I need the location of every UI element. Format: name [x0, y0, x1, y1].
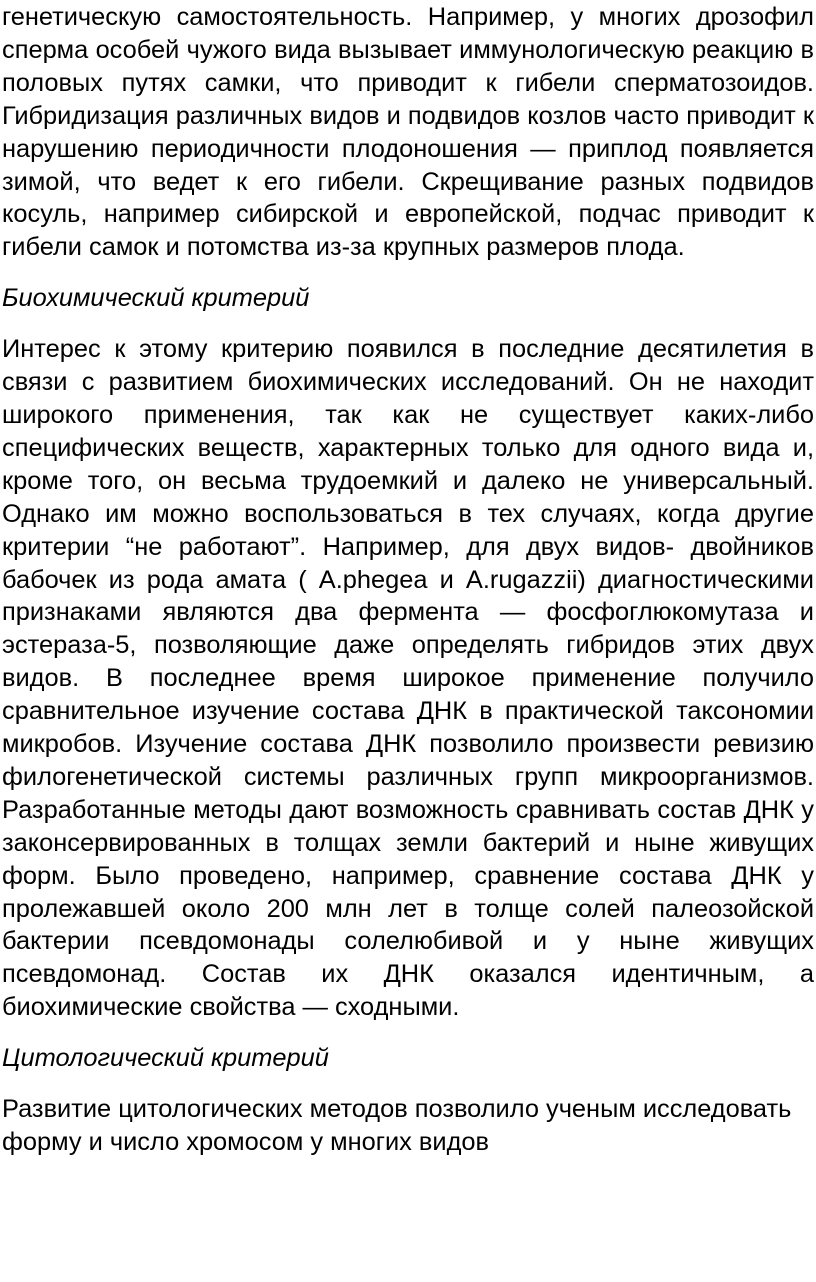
section-heading-cytological: Цитологический критерий — [2, 1044, 329, 1073]
body-paragraph: Интерес к этому критерию появился в последние десятилетия в связи с развитием биохимических исследований. Он не находит широкого применения, так как не существует каких-либо специфических веществ, характерных только для одного вида и, кроме того, он весьма трудоемкий и далеко не универсальный. Однако им можно воспользоваться в тех случаях, когда другие критерии “не работают”. Например, для двух видов- двойников бабочек из рода амата ( A.phegea и A.rugazzii) диагностическими признаками являются два фермента — фосфоглюкомутаза и эстераза-5, позволяющие даже определять гибридов этих двух видов. В последнее время широкое применение получило сравнительное изучение состава ДНК в практической таксономии микробов. Изучение состава ДНК позволило произвести ревизию филогенетической системы различных групп микроорганизмов. Разработанные методы дают возможность сравнивать состав ДНК у законсервированных в толщах земли бактерий и ныне живущих форм. Было проведено, например, сравнение состава ДНК у пролежавшей около 200 млн лет в толще солей палеозойской бактерии псевдомонады солелюбивой и у ныне живущих псевдомонад. Состав их ДНК оказался идентичным, а биохимические свойства — сходными. — [2, 335, 814, 1022]
body-paragraph: генетическую самостоятельность. Например, у многих дрозофил сперма особей чужого вида вызывает иммунологическую реакцию в половых путях самки, что приводит к гибели сперматозоидов. Гибридизация различных видов и подвидов козлов часто приводит к нарушению периодичности плодоношения — приплод появляется зимой, что ведет к его гибели. Скрещивание разных подвидов косуль, например сибирской и европейской, подчас приводит к гибели самок и потомства из-за крупных размеров плода. — [2, 3, 814, 262]
document-page — [2, 0, 814, 1159]
body-paragraph: Развитие цитологических методов позволило ученым исследовать форму и число хромосом у многих видов — [2, 1095, 792, 1156]
section-heading-biochemical: Биохимический критерий — [2, 284, 310, 313]
